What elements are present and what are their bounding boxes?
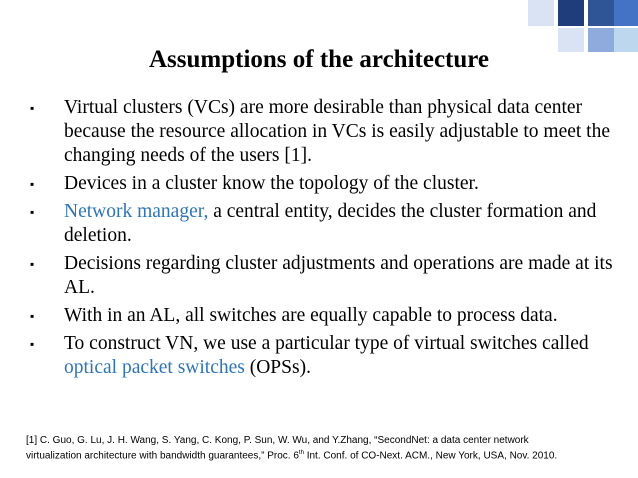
- bullet-text: Devices in a cluster know the topology of the cluster.: [64, 173, 479, 194]
- bullet-text: a central entity, decides the cluster formation and deletion.: [64, 201, 597, 246]
- footnote-citation: [26, 434, 586, 462]
- bullet-item: [30, 96, 620, 168]
- square-bullet-icon: ▪: [30, 309, 35, 323]
- footnote-text-end: Int. Conf. of CO-Next. ACM., New York, USA, Nov. 2010.: [303, 450, 558, 462]
- footnote-superscript: th: [298, 450, 304, 456]
- slide-title: Assumptions of the architecture: [148, 46, 490, 73]
- square-bullet-icon: ▪: [30, 177, 35, 191]
- bullet-text: With in an AL, all switches are equally capable to process data.: [64, 305, 558, 326]
- bullet-text-after: (OPSs).: [244, 357, 311, 378]
- bullet-text: To construct VN, we use a particular type of virtual switches called: [64, 333, 589, 354]
- square-bullet-icon: ▪: [30, 337, 35, 351]
- bullet-text: Virtual clusters (VCs) are more desirable than physical data center because the resource allocation in VCs is easily adjustable to meet the changing needs of the users [1].: [64, 97, 611, 166]
- bullet-item: [30, 172, 620, 196]
- highlight-optical-packet-switches: optical packet switches: [64, 357, 245, 378]
- bullet-item: [30, 200, 620, 248]
- bullet-text: Decisions regarding cluster adjustments and operations are made at its AL.: [64, 253, 613, 298]
- square-bullet-icon: ▪: [30, 257, 35, 271]
- bullet-list: [30, 96, 620, 384]
- footnote-text: [1] C. Guo, G. Lu, J. H. Wang, S. Yang, C. Kong, P. Sun, W. Wu, and Y.Zhang, “SecondNet: a data center network virtualization architecture with bandwidth guarantees,” Proc. 6: [26, 435, 529, 462]
- bullet-item: [30, 332, 620, 380]
- highlight-network-manager: Network manager,: [64, 201, 209, 222]
- bullet-item: [30, 252, 620, 300]
- bullet-item: [30, 304, 620, 328]
- square-bullet-icon: ▪: [30, 101, 35, 115]
- square-bullet-icon: ▪: [30, 205, 35, 219]
